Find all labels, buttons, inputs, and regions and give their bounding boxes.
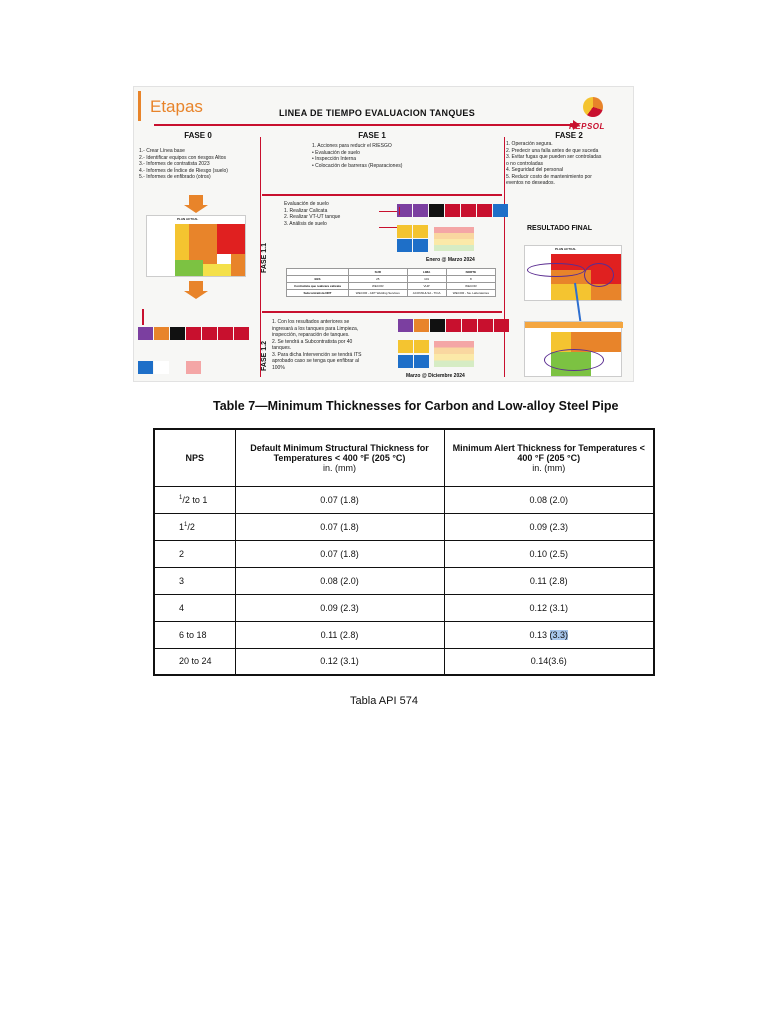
structural-thickness-header-text: Default Minimum Structural Thickness for Temperatures < 400 °F (205 °C) [250, 442, 429, 463]
fase2-title: FASE 2 [555, 131, 583, 140]
alert-thickness-cell: 0.11 (2.8) [444, 567, 654, 594]
matrix-label: PLAN ACTUAL [555, 247, 577, 251]
result-title: RESULTADO FINAL [527, 225, 593, 232]
fase1-item: • Evaluación de suelo [312, 149, 360, 156]
alert-thickness-header [444, 429, 654, 486]
nps-cell: $1^1/2$ [154, 513, 235, 540]
fase12-item: 2. Se tendrá a Subcontratista por 40 [272, 338, 353, 345]
unit-label: in. (mm) [532, 462, 566, 473]
fase0-title: FASE 0 [184, 131, 212, 140]
fase11-item: 3. Análisis de suelo [284, 220, 327, 227]
structural-thickness-cell: 0.09 (2.3) [235, 594, 444, 621]
logo-text: REPSOL [569, 122, 605, 131]
fase12-item: aprobado caso se tenga que enfibrar al [272, 358, 360, 364]
table-row [154, 486, 654, 513]
fase11-icon-row [397, 204, 508, 217]
table-header-row [154, 429, 654, 486]
fase2-item: o no controladas [506, 160, 543, 167]
fase11-top-line [262, 194, 502, 196]
fase11-item: Evaluación de suelo [284, 201, 329, 207]
table-header: SUR [349, 269, 407, 276]
fase12-icon-row-3 [398, 355, 429, 368]
table-row [154, 621, 654, 648]
fase0-item: 5.- Informes de enfibrado (otros) [139, 174, 211, 180]
fase12-mini-chart [434, 341, 474, 367]
table-header [287, 269, 349, 276]
fase2-item: 1. Operación segura. [506, 141, 553, 147]
highlighted-selection[interactable]: (3.3) [549, 629, 569, 640]
fase0-icon-row-2 [138, 361, 201, 374]
fase0-item: 1.- Crear Línea base [139, 148, 185, 154]
fase1-item: • Colocación de barreras (Reparaciones) [312, 162, 403, 169]
table-row [154, 540, 654, 567]
fase11-items [284, 201, 340, 227]
table-cell: WECOR - ADT Welding Services [349, 290, 407, 297]
title-accent-bar [138, 91, 141, 121]
fase0-column [139, 131, 257, 181]
fase0-down-arrow-2 [189, 281, 203, 291]
fase0-item: 4.- Informes de Índice de Riesgo (suelo) [139, 167, 228, 174]
table-cell: 101 [407, 276, 446, 283]
fase2-item: 3. Evitar fugas que pueden ser controladas [506, 154, 602, 160]
fase11-red-arrow [379, 211, 397, 212]
structural-thickness-cell: 0.12 (3.1) [235, 648, 444, 675]
table-header: NORTE [446, 269, 495, 276]
nps-cell: 3 [154, 567, 235, 594]
structural-thickness-cell: 0.11 (2.8) [235, 621, 444, 648]
fase12-item: 1. Con los resultados anteriores se [272, 319, 350, 325]
fase0-down-arrow [189, 195, 203, 205]
repsol-flame-icon [583, 97, 603, 117]
slide-title: Etapas [150, 97, 203, 116]
repsol-logo [569, 97, 617, 131]
divider-fase2 [504, 137, 505, 377]
table-cell: Subcontratista NDT [287, 290, 349, 297]
fase11-icon-row-2 [397, 225, 428, 238]
alert-thickness-cell: 0.12 (3.1) [444, 594, 654, 621]
table-header: LIMA [407, 269, 446, 276]
timeline-slide-image [133, 86, 634, 382]
fase12-item: ingresará a los tanques para Limpieza, [272, 325, 359, 332]
unit-label: in. (mm) [323, 462, 356, 473]
fase2-item: 2. Predecir una falla antes de que suceda [506, 147, 599, 154]
table-cell: WECOR - Sa. Laboratories [446, 290, 495, 297]
fase2-item: eventos no deseados. [506, 180, 555, 186]
fase11-label: FASE 1.1 [261, 243, 268, 273]
table-cell: WECOR [446, 283, 495, 290]
fase0-red-pointer [142, 309, 144, 325]
table-cell: 8 [446, 276, 495, 283]
highlight-ellipse [527, 263, 585, 277]
fase0-item: 2.- Identificar equipos con riesgos Altos [139, 154, 226, 161]
fase12-item: inspección, reparación de tanques. [272, 332, 350, 338]
fase2-column [506, 131, 632, 187]
table-row [154, 594, 654, 621]
table-cell: WECOR [349, 283, 407, 290]
alert-thickness-cell: 0.10 (2.5) [444, 540, 654, 567]
fase11-date: Enero @ Marzo 2024 [426, 257, 475, 263]
structural-thickness-cell: 0.07 (1.8) [235, 513, 444, 540]
table-row [154, 567, 654, 594]
nps-cell: $^1$/2 to 1 [154, 486, 235, 513]
alert-thickness-cell: 0.13 (3.3) [444, 621, 654, 648]
table-row [154, 648, 654, 675]
nps-cell: 2 [154, 540, 235, 567]
fase11-contractor-table [286, 268, 496, 297]
thickness-table [153, 428, 655, 676]
fase1-item: 1. Acciones para reducir el RIESGO [312, 143, 392, 149]
table-cell: ACONSULSA - TICA [407, 290, 446, 297]
fase2-item: 4. Seguridad del personal [506, 167, 563, 173]
table-row [154, 513, 654, 540]
nps-cell: 4 [154, 594, 235, 621]
fase12-item: tanques. [272, 345, 292, 351]
alert-thickness-header-text: Minimum Alert Thickness for Temperatures < 400 °F (205 °C) [452, 442, 645, 463]
fase11-item: 2. Realizar VT-UT tanque [284, 214, 341, 220]
fase0-icon-row [138, 327, 249, 340]
structural-thickness-cell: 0.07 (1.8) [235, 540, 444, 567]
fase0-item: 3.- Informes de contratista 2023 [139, 161, 210, 167]
timeline-arrow [154, 124, 574, 126]
structural-thickness-cell: 0.08 (2.0) [235, 567, 444, 594]
table-cell: EES [287, 276, 349, 283]
table-cell: VHP [407, 283, 446, 290]
table-cell: Contratista que realizara calicata [287, 283, 349, 290]
fase11-icon-row-3 [397, 239, 428, 252]
fase12-items [272, 319, 362, 371]
table-cell: 25 [349, 276, 407, 283]
fase12-item: 3. Para dicha Intervención se tendrá ITS [272, 351, 362, 358]
fase12-top-line [262, 311, 502, 313]
fase0-risk-matrix [146, 215, 246, 277]
fase2-item: 5. Reducir costo de mantenimiento por [506, 173, 592, 180]
fase12-icon-row-2 [398, 340, 429, 353]
red-pointer [399, 207, 400, 215]
timeline-title: LINEA DE TIEMPO EVALUACION TANQUES [279, 108, 476, 118]
alert-thickness-cell: 0.08 (2.0) [444, 486, 654, 513]
alert-thickness-cell: 0.09 (2.3) [444, 513, 654, 540]
fase11-item: 1. Realizar Calicata [284, 207, 328, 214]
table7-title: Table 7—Minimum Thicknesses for Carbon and Low-alloy Steel Pipe [213, 399, 619, 413]
fase12-item: 100% [272, 364, 285, 371]
highlight-ellipse-2 [584, 263, 614, 287]
fase12-date: Marzo @ Diciembre 2024 [406, 373, 465, 379]
highlight-ellipse-3 [544, 349, 604, 371]
fase1-title: FASE 1 [358, 131, 386, 140]
nps-header: NPS [154, 429, 235, 486]
nps-cell: 6 to 18 [154, 621, 235, 648]
fase11-mini-chart [434, 227, 474, 251]
fase1-column [264, 131, 500, 169]
fase12-label: FASE 1.2 [261, 341, 268, 371]
structural-thickness-header [235, 429, 444, 486]
alert-thickness-cell: 0.14(3.6) [444, 648, 654, 675]
structural-thickness-cell: 0.07 (1.8) [235, 486, 444, 513]
matrix-label: PLAN ACTUAL [177, 217, 199, 221]
fase1-item: • Inspección Interna [312, 156, 356, 162]
nps-cell: 20 to 24 [154, 648, 235, 675]
fase11-red-arrow-2 [379, 227, 397, 228]
caption: Tabla API 574 [350, 695, 418, 707]
fase12-icon-row [398, 319, 509, 332]
